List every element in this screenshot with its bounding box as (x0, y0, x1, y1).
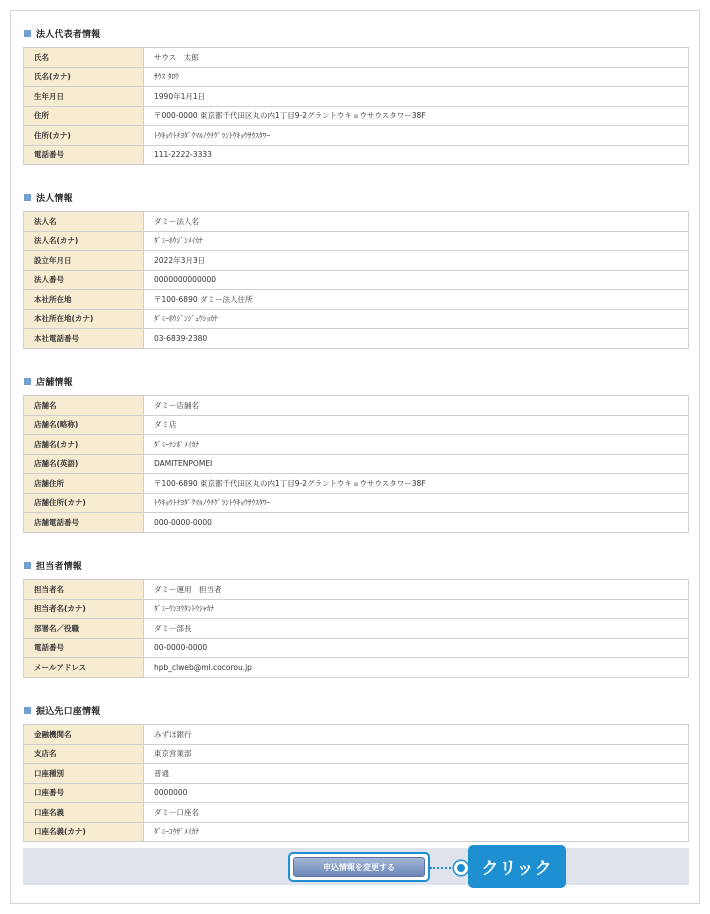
table-row (24, 803, 689, 823)
row-label: 金融機関名 (24, 725, 144, 745)
section-3 (23, 557, 689, 678)
row-value: 〒100-6890 ダミー法人住所 (144, 290, 689, 310)
table-row (24, 493, 689, 513)
row-label: 口座種別 (24, 764, 144, 784)
row-label: 設立年月日 (24, 251, 144, 271)
row-label: 氏名(カナ) (24, 67, 144, 87)
row-value: 1990年1月1日 (144, 87, 689, 107)
table-row (24, 48, 689, 68)
row-value: ﾀﾞﾐｰﾃﾝﾎﾟﾒｲｶﾅ (144, 435, 689, 455)
row-value: 〒100-6890 東京都千代田区丸の内1丁目9-2グラントウキョウサウスタワー38F (144, 474, 689, 494)
callout-dot (454, 861, 468, 875)
section-header (23, 557, 689, 573)
table-row (24, 212, 689, 232)
row-label: 口座番号 (24, 783, 144, 803)
row-label: メールアドレス (24, 658, 144, 678)
row-label: 店舗名(英語) (24, 454, 144, 474)
section-marker-icon (24, 194, 31, 201)
section-title: 振込先口座情報 (36, 706, 101, 717)
row-label: 店舗住所(カナ) (24, 493, 144, 513)
row-value: ﾄｳｷｮｳﾄﾁﾖﾀﾞｸﾏﾙﾉｳﾁｸﾞﾗﾝﾄｳｷｮｳｻｳｽﾀﾜｰ (144, 126, 689, 146)
row-label: 電話番号 (24, 145, 144, 165)
table-row (24, 822, 689, 842)
table-row (24, 126, 689, 146)
table-row (24, 454, 689, 474)
row-label: 店舗電話番号 (24, 513, 144, 533)
row-value: 〒000-0000 東京都千代田区丸の内1丁目9-2グラントウキョウサウスタワー38F (144, 106, 689, 126)
row-value: 2022年3月3日 (144, 251, 689, 271)
row-label: 本社所在地 (24, 290, 144, 310)
row-label: 担当者名 (24, 580, 144, 600)
section-marker-icon (24, 562, 31, 569)
row-value: ﾀﾞﾐｰﾎｳｼﾞﾝﾒｲｶﾅ (144, 231, 689, 251)
table-row (24, 783, 689, 803)
row-label: 口座名義 (24, 803, 144, 823)
row-label: 店舗名(略称) (24, 415, 144, 435)
row-label: 住所(カナ) (24, 126, 144, 146)
row-label: 部署名／役職 (24, 619, 144, 639)
info-table (23, 395, 689, 533)
row-value: ﾀﾞﾐｰｺｳｻﾞﾒｲｶﾅ (144, 822, 689, 842)
row-label: 支店名 (24, 744, 144, 764)
submit-button-highlight (288, 852, 430, 882)
row-value: DAMITENPOMEI (144, 454, 689, 474)
section-2 (23, 373, 689, 533)
row-label: 法人番号 (24, 270, 144, 290)
section-title: 法人情報 (36, 193, 73, 204)
table-row (24, 67, 689, 87)
section-marker-icon (24, 30, 31, 37)
section-marker-icon (24, 378, 31, 385)
row-value: 0000000000000 (144, 270, 689, 290)
table-row (24, 725, 689, 745)
section-header (23, 189, 689, 205)
info-table (23, 211, 689, 349)
footer-bar (23, 848, 689, 885)
table-row (24, 145, 689, 165)
row-value: 東京営業部 (144, 744, 689, 764)
row-value: 000-0000-0000 (144, 513, 689, 533)
page-frame (10, 10, 700, 904)
table-row (24, 290, 689, 310)
click-callout-badge: クリック (468, 845, 566, 888)
row-value: 111-2222-3333 (144, 145, 689, 165)
row-value: 00-0000-0000 (144, 638, 689, 658)
table-row (24, 396, 689, 416)
row-value: ﾀﾞﾐｰﾎｳｼﾞﾝｼﾞｭｳｼｮｶﾅ (144, 309, 689, 329)
change-application-button[interactable]: 申込情報を変更する (293, 857, 425, 877)
row-value: ダミー店舗名 (144, 396, 689, 416)
table-row (24, 106, 689, 126)
table-row (24, 87, 689, 107)
row-value: ｻｳｽ ﾀﾛｳ (144, 67, 689, 87)
row-label: 本社電話番号 (24, 329, 144, 349)
info-table (23, 724, 689, 842)
section-0 (23, 25, 689, 165)
section-header (23, 702, 689, 718)
table-row (24, 638, 689, 658)
table-row (24, 619, 689, 639)
row-label: 店舗住所 (24, 474, 144, 494)
info-table (23, 579, 689, 678)
table-row (24, 474, 689, 494)
row-label: 担当者名(カナ) (24, 599, 144, 619)
section-4 (23, 702, 689, 842)
row-value: ダミ店 (144, 415, 689, 435)
row-value: hpb_clweb@ml.cocorou.jp (144, 658, 689, 678)
row-value: ダミー法人名 (144, 212, 689, 232)
table-row (24, 329, 689, 349)
row-value: ﾀﾞﾐｰｳﾝﾖｳﾀﾝﾄｳｼｬｶﾅ (144, 599, 689, 619)
row-label: 電話番号 (24, 638, 144, 658)
row-label: 法人名 (24, 212, 144, 232)
section-header (23, 373, 689, 389)
row-label: 店舗名(カナ) (24, 435, 144, 455)
table-row (24, 764, 689, 784)
row-value: サウス 太郎 (144, 48, 689, 68)
row-label: 店舗名 (24, 396, 144, 416)
info-table (23, 47, 689, 165)
table-row (24, 658, 689, 678)
row-value: ダミー部長 (144, 619, 689, 639)
row-value: 03-6839-2380 (144, 329, 689, 349)
section-title: 担当者情報 (36, 561, 83, 572)
table-row (24, 513, 689, 533)
row-label: 法人名(カナ) (24, 231, 144, 251)
row-label: 氏名 (24, 48, 144, 68)
row-label: 生年月日 (24, 87, 144, 107)
section-title: 法人代表者情報 (36, 29, 101, 40)
section-1 (23, 189, 689, 349)
row-label: 口座名義(カナ) (24, 822, 144, 842)
table-row (24, 270, 689, 290)
row-value: 普通 (144, 764, 689, 784)
section-header (23, 25, 689, 41)
section-title: 店舗情報 (36, 377, 73, 388)
section-marker-icon (24, 707, 31, 714)
row-value: ダミー口座名 (144, 803, 689, 823)
row-value: ﾄｳｷｮｳﾄﾁﾖﾀﾞｸﾏﾙﾉｳﾁｸﾞﾗﾝﾄｳｷｮｳｻｳｽﾀﾜｰ (144, 493, 689, 513)
row-label: 本社所在地(カナ) (24, 309, 144, 329)
table-row (24, 251, 689, 271)
table-row (24, 415, 689, 435)
table-row (24, 231, 689, 251)
table-row (24, 580, 689, 600)
table-row (24, 435, 689, 455)
row-value: ダミー運用 担当者 (144, 580, 689, 600)
table-row (24, 744, 689, 764)
table-row (24, 599, 689, 619)
row-label: 住所 (24, 106, 144, 126)
table-row (24, 309, 689, 329)
row-value: みずほ銀行 (144, 725, 689, 745)
row-value: 0000000 (144, 783, 689, 803)
